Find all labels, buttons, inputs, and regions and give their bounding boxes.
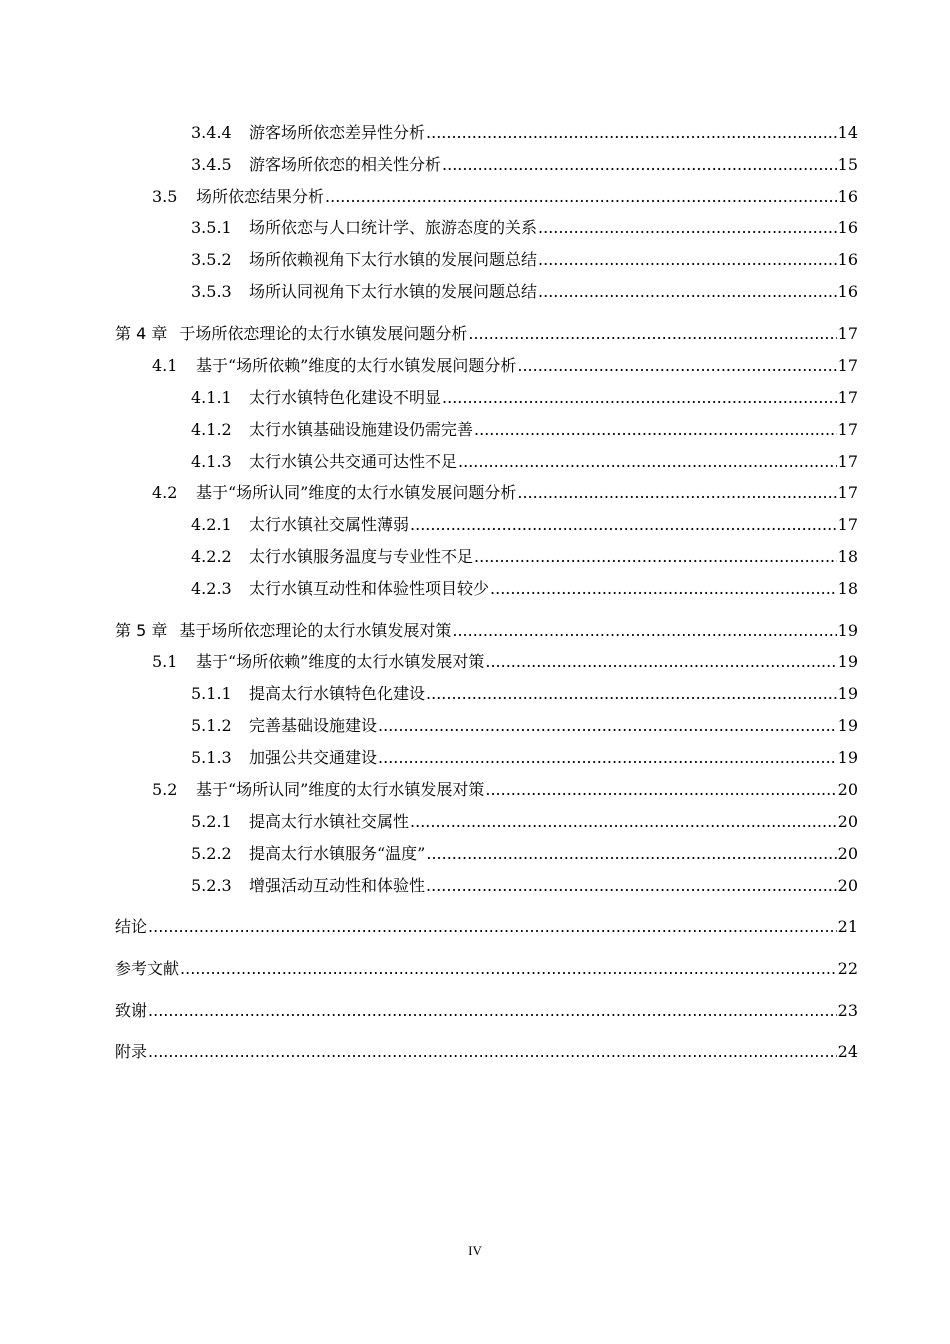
toc-entry-number: 3.5.2	[191, 250, 232, 269]
toc-entry-page: 14	[837, 123, 858, 142]
toc-entry-page: 21	[837, 917, 858, 936]
toc-entry-title: 游客场所依恋的相关性分析	[249, 155, 442, 174]
dot-leader	[458, 450, 837, 474]
toc-entry-page: 18	[837, 547, 858, 566]
dot-leader	[426, 874, 837, 898]
dot-leader	[378, 714, 837, 738]
toc-entry[interactable]	[191, 153, 858, 177]
toc-entry-page: 20	[837, 812, 858, 831]
toc-entry-title: 加强公共交通建设	[249, 748, 378, 767]
toc-entry-number: 5.2.3	[191, 876, 232, 895]
toc-entry-page: 17	[837, 420, 858, 439]
dot-leader	[426, 842, 836, 866]
toc-entry-number: 4.2.3	[191, 579, 232, 598]
toc-entry[interactable]	[115, 322, 858, 346]
toc-entry-page: 23	[837, 1001, 858, 1020]
toc-entry-title: 基于场所依恋理论的太行水镇发展对策	[179, 621, 452, 640]
toc-entry-number: 5.2.2	[191, 844, 232, 863]
dot-leader	[148, 915, 837, 939]
dot-leader	[474, 545, 837, 569]
toc-entry-page: 16	[837, 218, 858, 237]
toc-entry[interactable]	[152, 481, 858, 505]
toc-entry-title: 致谢	[115, 1001, 148, 1020]
toc-entry-number: 3.5	[152, 187, 178, 206]
toc-entry[interactable]	[115, 957, 858, 981]
toc-entry[interactable]	[115, 619, 858, 643]
toc-entry[interactable]	[191, 746, 858, 770]
dot-leader	[148, 999, 837, 1023]
toc-entry-title: 完善基础设施建设	[249, 716, 378, 735]
toc-entry-title: 提高太行水镇服务“温度”	[249, 844, 426, 863]
toc-entry-number: 5.1.1	[191, 684, 232, 703]
toc-entry-page: 18	[837, 579, 858, 598]
toc-entry-page: 24	[837, 1042, 858, 1061]
toc-entry-title: 太行水镇服务温度与专业性不足	[249, 547, 474, 566]
dot-leader	[474, 418, 837, 442]
toc-entry-page: 19	[837, 621, 858, 640]
toc-entry-title: 基于“场所依赖”维度的太行水镇发展对策	[196, 652, 485, 671]
toc-entry-title: 结论	[115, 917, 148, 936]
dot-leader	[538, 280, 837, 304]
toc-entry-number: 第 5 章	[115, 621, 168, 640]
toc-entry-number: 第 4 章	[115, 324, 168, 343]
toc-entry-page: 16	[837, 282, 858, 301]
toc-entry-title: 场所依恋与人口统计学、旅游态度的关系	[249, 218, 538, 237]
toc-entry[interactable]	[191, 682, 858, 706]
toc-entry[interactable]	[191, 450, 858, 474]
toc-entry-number: 3.4.5	[191, 155, 232, 174]
dot-leader	[490, 577, 837, 601]
toc-entry-number: 5.1	[152, 652, 178, 671]
toc-entry-number: 4.1.2	[191, 420, 232, 439]
toc-entry-title: 基于“场所认同”维度的太行水镇发展问题分析	[196, 483, 517, 502]
toc-entry-title: 太行水镇社交属性薄弱	[249, 515, 410, 534]
dot-leader	[468, 322, 836, 346]
toc-entry[interactable]	[115, 1040, 858, 1064]
toc-entry-title: 于场所依恋理论的太行水镇发展问题分析	[179, 324, 468, 343]
toc-entry-title: 太行水镇特色化建设不明显	[249, 388, 442, 407]
toc-entry-title: 提高太行水镇社交属性	[249, 812, 410, 831]
toc-entry[interactable]	[191, 545, 858, 569]
toc-entry-page: 17	[837, 324, 858, 343]
dot-leader	[517, 354, 836, 378]
toc-entry-title: 附录	[115, 1042, 148, 1061]
toc-entry[interactable]	[152, 650, 858, 674]
toc-entry-page: 17	[837, 356, 858, 375]
toc-entry-title: 场所认同视角下太行水镇的发展问题总结	[249, 282, 538, 301]
dot-leader	[442, 386, 837, 410]
toc-entry[interactable]	[191, 418, 858, 442]
toc-entry-number: 3.5.3	[191, 282, 232, 301]
toc-entry-number: 5.1.2	[191, 716, 232, 735]
toc-entry-title: 游客场所依恋差异性分析	[249, 123, 426, 142]
toc-entry[interactable]	[115, 915, 858, 939]
toc-entry-number: 3.4.4	[191, 123, 232, 142]
toc-entry[interactable]	[191, 577, 858, 601]
toc-entry-page: 16	[837, 187, 858, 206]
toc-entry[interactable]	[191, 121, 858, 145]
toc-entry-page: 20	[837, 876, 858, 895]
dot-leader	[325, 185, 837, 209]
page-number-footer: IV	[468, 1243, 482, 1258]
dot-leader	[452, 619, 836, 643]
dot-leader	[148, 1040, 837, 1064]
dot-leader	[538, 216, 837, 240]
toc-entry[interactable]	[191, 216, 858, 240]
dot-leader	[517, 481, 836, 505]
toc-entry-title: 参考文献	[115, 959, 180, 978]
dot-leader	[442, 153, 837, 177]
toc-entry-page: 20	[837, 780, 858, 799]
dot-leader	[180, 957, 837, 981]
toc-entry[interactable]	[115, 999, 858, 1023]
toc-entry[interactable]	[152, 354, 858, 378]
toc-entry-number: 4.1.3	[191, 452, 232, 471]
dot-leader	[426, 682, 837, 706]
toc-entry-page: 15	[837, 155, 858, 174]
toc-entry-page: 19	[837, 684, 858, 703]
toc-entry-title: 场所依赖视角下太行水镇的发展问题总结	[249, 250, 538, 269]
toc-entry[interactable]	[191, 280, 858, 304]
toc-entry[interactable]	[152, 185, 858, 209]
toc-entry[interactable]	[191, 248, 858, 272]
dot-leader	[485, 778, 836, 802]
toc-entry[interactable]	[191, 513, 858, 537]
toc-entry-title: 基于“场所认同”维度的太行水镇发展对策	[196, 780, 485, 799]
dot-leader	[538, 248, 837, 272]
toc-entry-number: 4.2	[152, 483, 178, 502]
toc-entry-title: 增强活动互动性和体验性	[249, 876, 426, 895]
toc-entry-page: 19	[837, 652, 858, 671]
toc-entry-number: 4.1.1	[191, 388, 232, 407]
toc-entry-page: 17	[837, 452, 858, 471]
toc-entry-title: 提高太行水镇特色化建设	[249, 684, 426, 703]
toc-entry-page: 19	[837, 748, 858, 767]
toc-entry[interactable]	[152, 778, 858, 802]
dot-leader	[426, 121, 837, 145]
toc-entry-page: 17	[837, 388, 858, 407]
toc-entry[interactable]	[191, 842, 858, 866]
toc-entry-title: 太行水镇基础设施建设仍需完善	[249, 420, 474, 439]
toc-entry-number: 4.1	[152, 356, 178, 375]
toc-entry-number: 5.2	[152, 780, 178, 799]
toc-entry-title: 太行水镇互动性和体验性项目较少	[249, 579, 490, 598]
toc-entry-number: 5.1.3	[191, 748, 232, 767]
toc-entry-number: 5.2.1	[191, 812, 232, 831]
toc-entry-number: 4.2.1	[191, 515, 232, 534]
toc-entry-page: 22	[837, 959, 858, 978]
toc-entry-page: 17	[837, 515, 858, 534]
toc-entry-number: 3.5.1	[191, 218, 232, 237]
toc-entry[interactable]	[191, 386, 858, 410]
toc-entry-title: 太行水镇公共交通可达性不足	[249, 452, 458, 471]
toc-entry-page: 20	[837, 844, 858, 863]
toc-entry-number: 4.2.2	[191, 547, 232, 566]
dot-leader	[485, 650, 836, 674]
toc-entry-page: 19	[837, 716, 858, 735]
toc-entry[interactable]	[191, 714, 858, 738]
toc-entry-title: 场所依恋结果分析	[196, 187, 325, 206]
toc-entry-page: 16	[837, 250, 858, 269]
toc-entry-title: 基于“场所依赖”维度的太行水镇发展问题分析	[196, 356, 517, 375]
toc-entry[interactable]	[191, 810, 858, 834]
toc-entry-page: 17	[837, 483, 858, 502]
dot-leader	[410, 810, 837, 834]
dot-leader	[378, 746, 837, 770]
dot-leader	[410, 513, 837, 537]
toc-entry[interactable]	[191, 874, 858, 898]
